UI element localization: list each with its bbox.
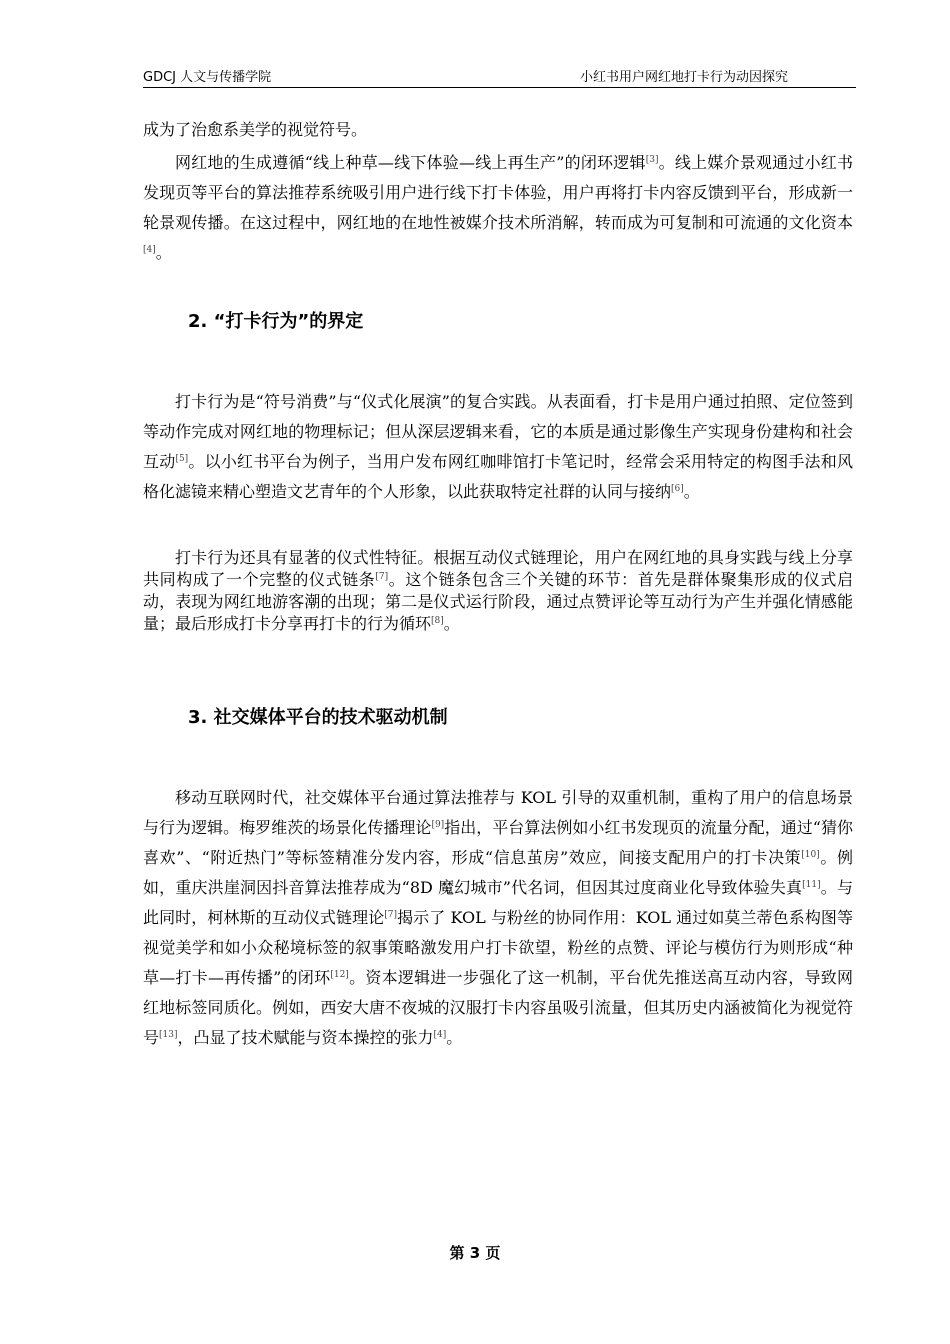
page-number: 第 3 页 bbox=[449, 1244, 501, 1262]
paragraph-text: 。 bbox=[443, 614, 460, 633]
citation: [4] bbox=[433, 1030, 447, 1040]
paragraph-text: ，凸显了技术赋能与资本操控的张力 bbox=[177, 1028, 434, 1047]
page-header bbox=[143, 70, 856, 88]
paragraph-text: 成为了治愈系美学的视觉符号。 bbox=[143, 120, 368, 139]
citation: [6] bbox=[671, 484, 684, 494]
citation: [10] bbox=[801, 850, 820, 860]
paragraph-0 bbox=[143, 115, 853, 145]
citation: [12] bbox=[330, 970, 349, 980]
paragraph-text: 。线上媒介景观通过小红书发现页等平台的算法推荐系统吸引用户进行线下打卡体验，用户再将打卡内容反馈到平台，形成新一轮景观传播。在这过程中，网红地的在地性被媒介技术所消解，转而成为可复制和可流通的文化资本 bbox=[143, 153, 853, 232]
citation: [3] bbox=[645, 155, 659, 165]
paragraph-text: 。资本逻辑进一步强化了这一机制，平台优先推送高互动内容，导致网红地标签同质化。例如，西安大唐不夜城的汉服打卡内容虽吸引流量，但其历史内涵被简化为视觉符号 bbox=[143, 968, 853, 1047]
paragraph-text: 网红地的生成遵循“线上种草—线下体验—线上再生产”的闭环逻辑 bbox=[175, 153, 646, 172]
citation: [9] bbox=[431, 820, 445, 830]
paragraph-text: 移动互联网时代，社交媒体平台通过算法推荐与 KOL 引导的双重机制，重构了用户的信息场景与行为逻辑。梅罗维茨的场景化传播理论 bbox=[143, 788, 853, 837]
citation: [8] bbox=[431, 616, 444, 626]
section-heading-3: 3. 社交媒体平台的技术驱动机制 bbox=[188, 707, 448, 728]
citation: [11] bbox=[802, 880, 821, 890]
header-left: GDCJ 人文与传播学院 bbox=[143, 70, 272, 85]
header-right: 小红书用户网红地打卡行为动因探究 bbox=[579, 70, 788, 85]
paragraph-text: 。与此同时，柯林斯的互动仪式链理论 bbox=[143, 878, 853, 927]
citation: [7] bbox=[375, 572, 389, 582]
citation: [5] bbox=[175, 454, 189, 464]
paragraph-text: 。例如，重庆洪崖洞因抖音算法推荐成为“8D 魔幻城市”代名词，但因其过度商业化导致体验失真 bbox=[143, 848, 853, 897]
paragraph-text: 揭示了 KOL 与粉丝的协同作用：KOL 通过如莫兰蒂色系构图等视觉美学和如小众秘境标签的叙事策略激发用户打卡欲望，粉丝的点赞、评论与模仿行为则形成“种草—打卡—再传播”的闭环 bbox=[143, 908, 853, 987]
paragraph-1 bbox=[143, 148, 853, 268]
paragraph-text: 。以小红书平台为例子，当用户发布网红咖啡馆打卡笔记时，经常会采用特定的构图手法和风格化滤镜来精心塑造文艺青年的个人形象，以此获取特定社群的认同与接纳 bbox=[143, 452, 853, 501]
paragraph-3 bbox=[143, 547, 853, 635]
paragraph-4 bbox=[143, 783, 853, 1053]
paragraph-text: 。 bbox=[683, 482, 700, 501]
paragraph-text: 。 bbox=[446, 1028, 463, 1047]
section-heading-2: 2. “打卡行为”的界定 bbox=[188, 311, 364, 332]
paragraph-2 bbox=[143, 387, 853, 507]
paragraph-text: 打卡行为还具有显著的仪式性特征。根据互动仪式链理论，用户在网红地的具身实践与线上分享共同构成了一个完整的仪式链条 bbox=[143, 548, 853, 589]
paragraph-text: 指出，平台算法例如小红书发现页的流量分配，通过“猜你喜欢”、“附近热门”等标签精准分发内容，形成“信息茧房”效应，间接支配用户的打卡决策 bbox=[143, 818, 853, 867]
citation: [7] bbox=[384, 910, 398, 920]
paragraph-text: 。 bbox=[155, 243, 172, 262]
citation: [13] bbox=[159, 1030, 178, 1040]
citation: [4] bbox=[143, 245, 156, 255]
paragraph-text: 打卡行为是“符号消费”与“仪式化展演”的复合实践。从表面看，打卡是用户通过拍照、定位签到等动作完成对网红地的物理标记；但从深层逻辑来看，它的本质是通过影像生产实现身份建构和社会互动 bbox=[143, 392, 853, 471]
paragraph-text: 。这个链条包含三个关键的环节：首先是群体聚集形成的仪式启动，表现为网红地游客潮的出现；第二是仪式运行阶段，通过点赞评论等互动行为产生并强化情感能量；最后形成打卡分享再打卡的行为循环 bbox=[143, 570, 853, 633]
